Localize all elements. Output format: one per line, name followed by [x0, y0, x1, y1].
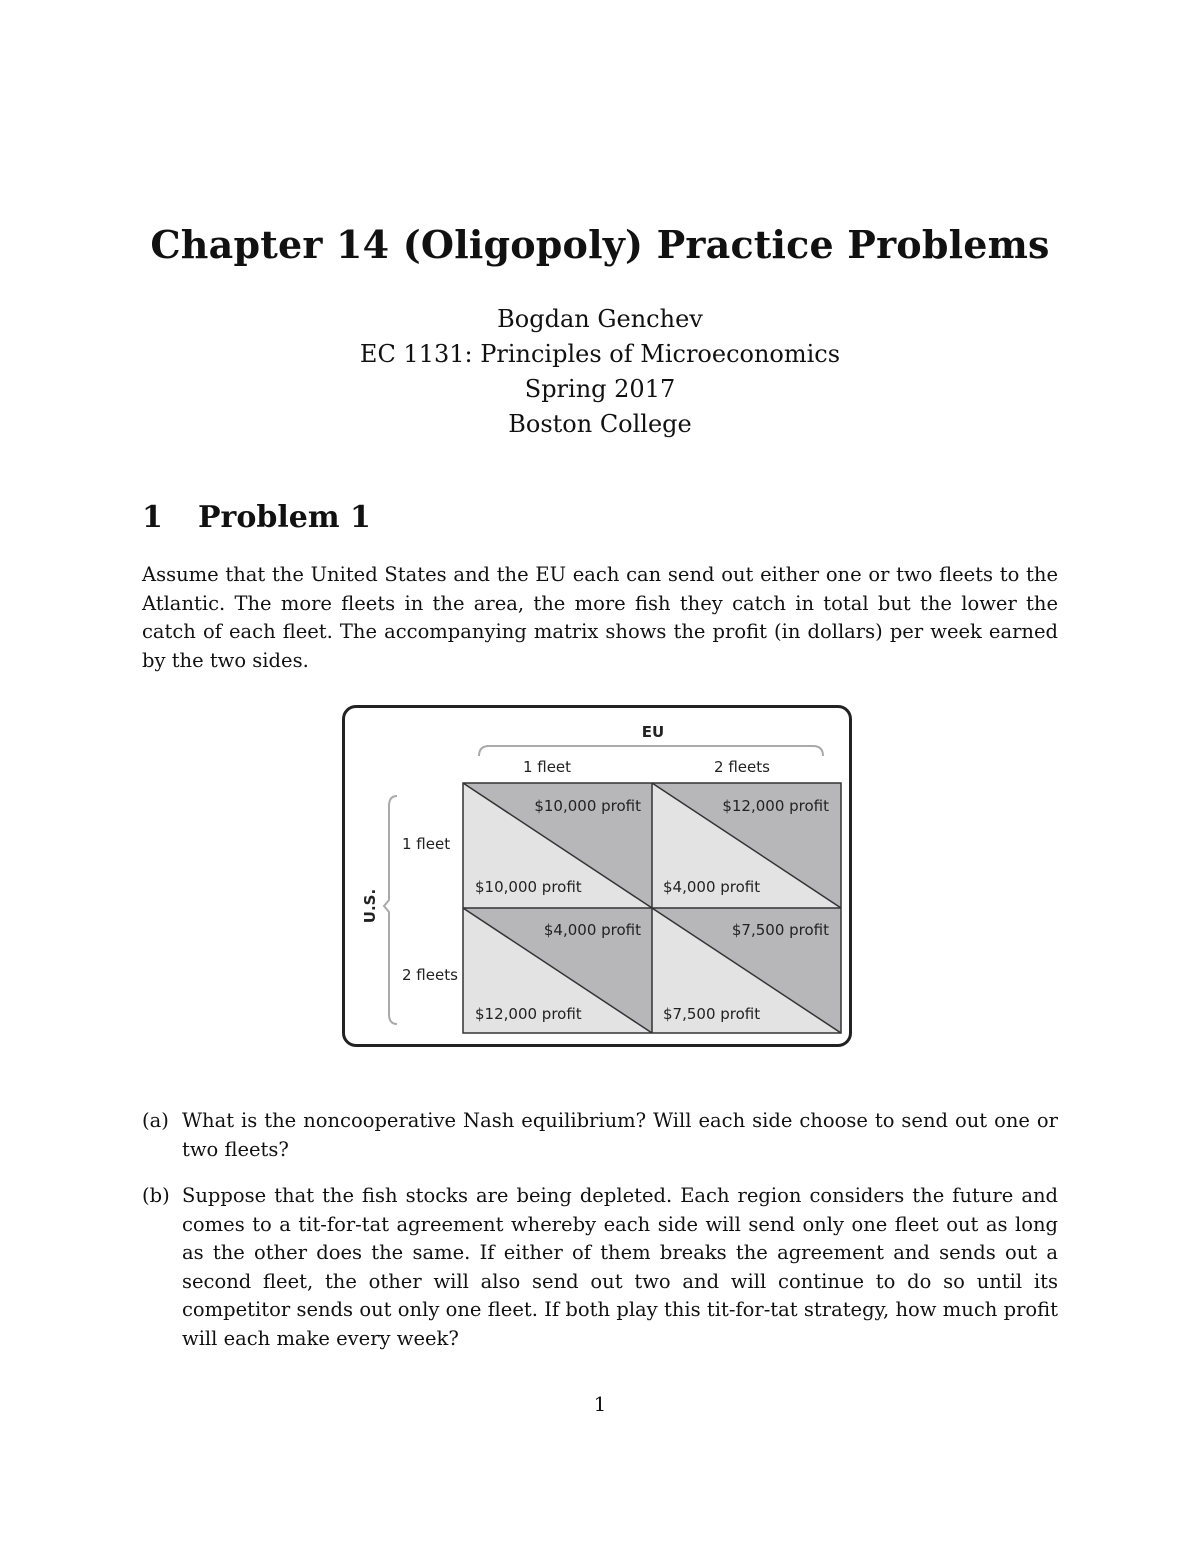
cell-1fleet-1fleet	[463, 783, 652, 908]
col-player-label: EU	[641, 723, 665, 741]
section-title: Problem 1	[198, 500, 371, 535]
payoff-matrix	[345, 708, 849, 1044]
us-payoff: $4,000 profit	[663, 878, 761, 896]
course: EC 1131: Principles of Microeconomics	[359, 340, 841, 368]
us-payoff: $12,000 profit	[475, 1005, 582, 1023]
cell-2fleets-1fleet	[463, 908, 652, 1033]
col-label-2: 2 fleets	[714, 758, 770, 776]
institution: Boston College	[508, 410, 692, 438]
term: Spring 2017	[524, 375, 676, 403]
eu-payoff: $10,000 profit	[534, 797, 641, 815]
us-payoff: $7,500 profit	[663, 1005, 761, 1023]
us-payoff: $10,000 profit	[475, 878, 582, 896]
cell-2fleets-2fleets	[652, 908, 841, 1033]
page-number: 1	[593, 1392, 607, 1416]
document-title: Chapter 14 (Oligopoly) Practice Problems	[150, 222, 1050, 267]
section-number: 1	[142, 500, 163, 535]
row-label-2: 2 fleets	[402, 966, 458, 984]
author: Bogdan Genchev	[497, 305, 703, 333]
col-label-1: 1 fleet	[522, 758, 572, 776]
payoff-matrix-figure	[342, 705, 852, 1047]
question-a	[142, 1107, 1058, 1164]
cell-1fleet-2fleets	[652, 783, 841, 908]
row-label-1: 1 fleet	[402, 835, 451, 853]
eu-payoff: $7,500 profit	[731, 921, 829, 939]
problem-intro: Assume that the United States and the EU each can send out either one or two fleets to the Atlantic. The more fleets in the area, the more fish they catch in total but the lower the catch of each fleet. The accompanying matrix shows the profit (in dollars) per week earned by the two sides.	[142, 563, 1058, 672]
question-b	[142, 1182, 1058, 1353]
eu-payoff: $4,000 profit	[543, 921, 641, 939]
question-label: (b)	[142, 1184, 170, 1207]
eu-payoff: $12,000 profit	[722, 797, 829, 815]
row-brace	[384, 796, 397, 1024]
row-player-label: U.S.	[361, 888, 379, 924]
question-text: What is the noncooperative Nash equilibrium? Will each side choose to send out one or two fleets?	[182, 1109, 1058, 1161]
col-brace	[479, 746, 823, 756]
question-text: Suppose that the fish stocks are being depleted. Each region considers the future and comes to a tit-for-tat agreement whereby each side will send only one fleet out as long as the other does the same. If either of them breaks the agreement and sends out a second fleet, the other will also send out two and will continue to do so until its competitor sends out only one fleet. If both play this tit-for-tat strategy, how much profit will each make every week?	[182, 1184, 1058, 1350]
question-label: (a)	[142, 1109, 169, 1132]
section-heading	[142, 500, 371, 535]
